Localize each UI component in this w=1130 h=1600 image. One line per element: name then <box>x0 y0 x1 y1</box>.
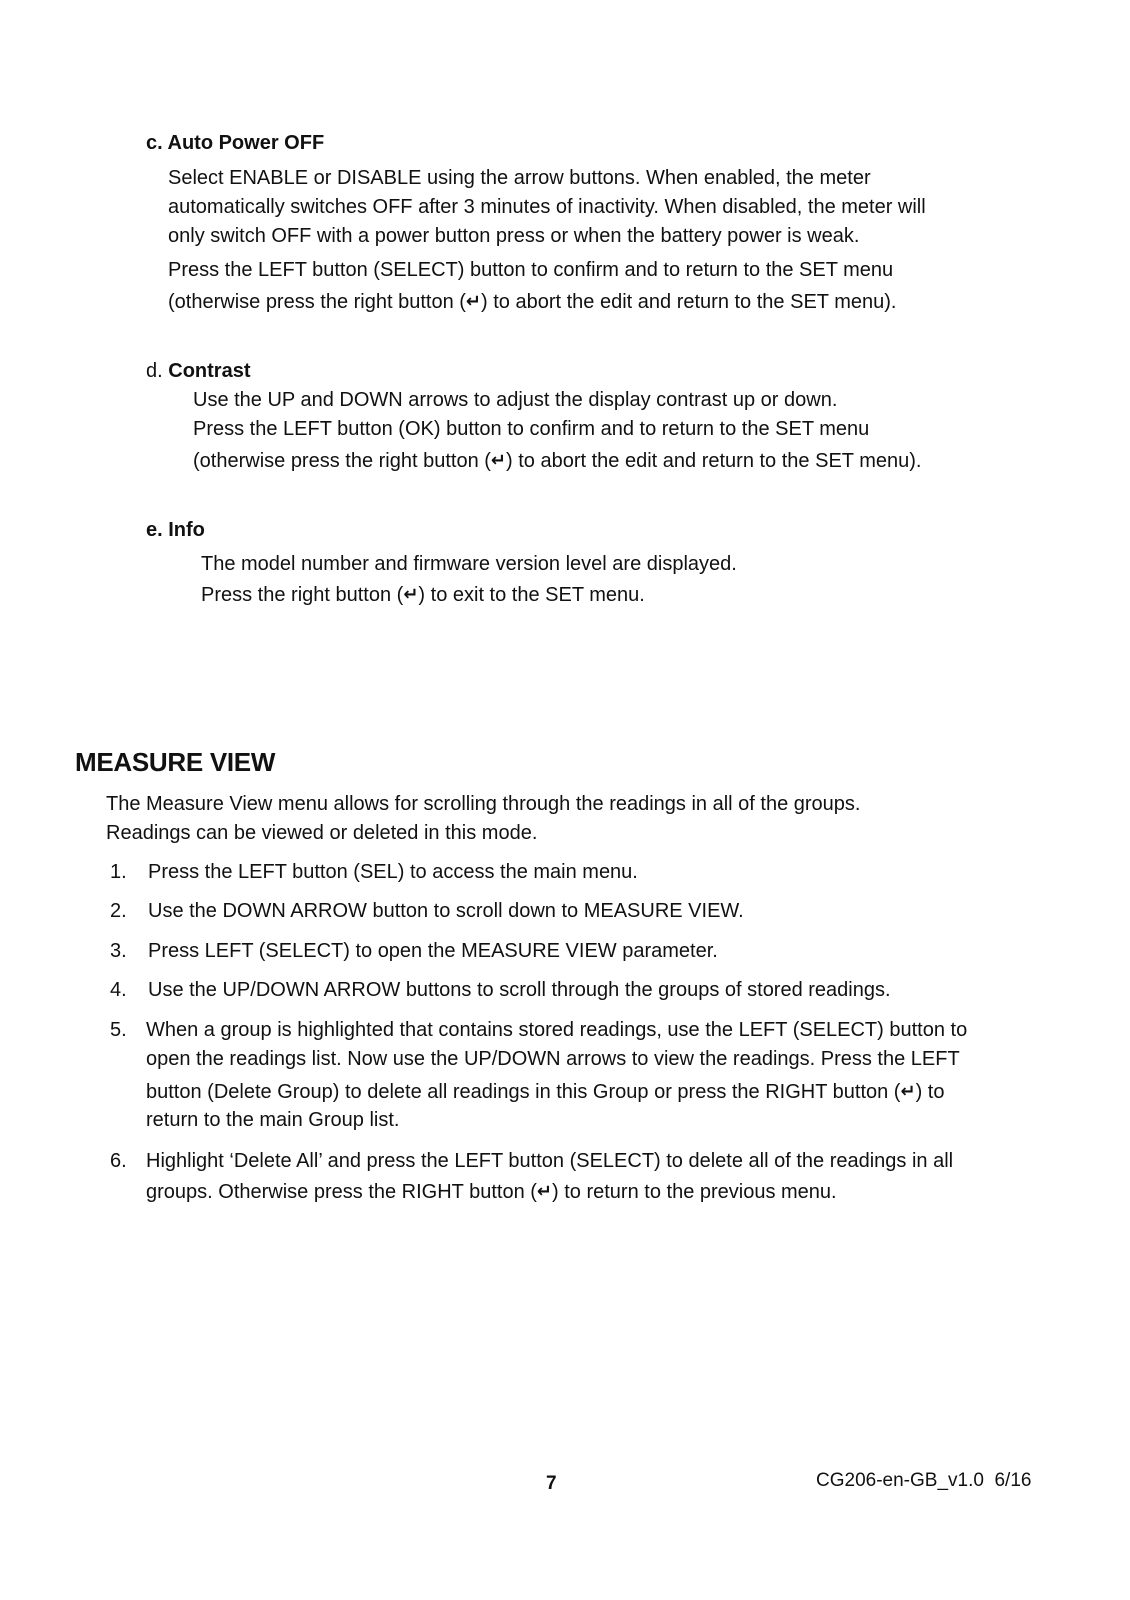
list-item: 4. Use the UP/DOWN ARROW buttons to scroll through the groups of stored readings. <box>110 979 891 1001</box>
document-code: CG206-en-GB_v1.0 6/16 <box>816 1470 1032 1491</box>
step-6-line-2: groups. Otherwise press the RIGHT button (↵) to return to the previous menu. <box>146 1177 837 1207</box>
section-c-line-1: Select ENABLE or DISABLE using the arrow buttons. When enabled, the meter <box>168 167 871 189</box>
page-number: 7 <box>546 1473 557 1494</box>
return-arrow-icon: ↵ <box>490 450 507 470</box>
measure-view-steps <box>110 857 1060 1005</box>
section-d-line-1: Use the UP and DOWN arrows to adjust the display contrast up or down. <box>193 389 838 411</box>
step-5-number: 5. <box>110 1019 127 1041</box>
step-5-line-4: return to the main Group list. <box>146 1109 400 1131</box>
section-e-line-1: The model number and firmware version level are displayed. <box>201 553 737 575</box>
section-d-heading: d. Contrast <box>146 360 251 382</box>
section-e-heading: e. Info <box>146 519 205 541</box>
step-5-line-2: open the readings list. Now use the UP/DOWN arrows to view the readings. Press the LEFT <box>146 1048 960 1070</box>
step-6-line-1: Highlight ‘Delete All’ and press the LEFT button (SELECT) to delete all of the readings in all <box>146 1150 954 1172</box>
measure-view-intro-line-2: Readings can be viewed or deleted in this mode. <box>106 822 538 844</box>
return-arrow-icon: ↵ <box>536 1181 553 1201</box>
list-item: 3. Press LEFT (SELECT) to open the MEASURE VIEW parameter. <box>110 940 718 962</box>
section-d-line-2: Press the LEFT button (OK) button to confirm and to return to the SET menu <box>193 418 870 440</box>
return-arrow-icon: ↵ <box>465 291 482 311</box>
list-item: 1. Press the LEFT button (SEL) to access the main menu. <box>110 861 638 883</box>
section-c-line-5: (otherwise press the right button (↵) to abort the edit and return to the SET menu). <box>168 287 896 317</box>
return-arrow-icon: ↵ <box>900 1081 916 1101</box>
step-6-number: 6. <box>110 1150 127 1172</box>
section-c-line-3: only switch OFF with a power button press or when the battery power is weak. <box>168 225 860 247</box>
return-arrow-icon: ↵ <box>403 584 419 604</box>
section-c-heading: c. Auto Power OFF <box>146 132 325 154</box>
section-c-line-2: automatically switches OFF after 3 minutes of inactivity. When disabled, the meter will <box>168 196 926 218</box>
list-item: 2. Use the DOWN ARROW button to scroll down to MEASURE VIEW. <box>110 900 744 922</box>
measure-view-intro-line-1: The Measure View menu allows for scrolling through the readings in all of the groups. <box>106 793 861 815</box>
section-e-line-2: Press the right button (↵) to exit to the SET menu. <box>201 580 645 610</box>
section-c-line-4: Press the LEFT button (SELECT) button to confirm and to return to the SET menu <box>168 259 894 281</box>
measure-view-heading: MEASURE VIEW <box>75 747 276 777</box>
section-d-line-3: (otherwise press the right button (↵) to abort the edit and return to the SET menu). <box>193 446 921 476</box>
step-5-line-1: When a group is highlighted that contains stored readings, use the LEFT (SELECT) button to <box>146 1019 968 1041</box>
step-5-line-3: button (Delete Group) to delete all readings in this Group or press the RIGHT button (↵) to <box>146 1077 944 1107</box>
